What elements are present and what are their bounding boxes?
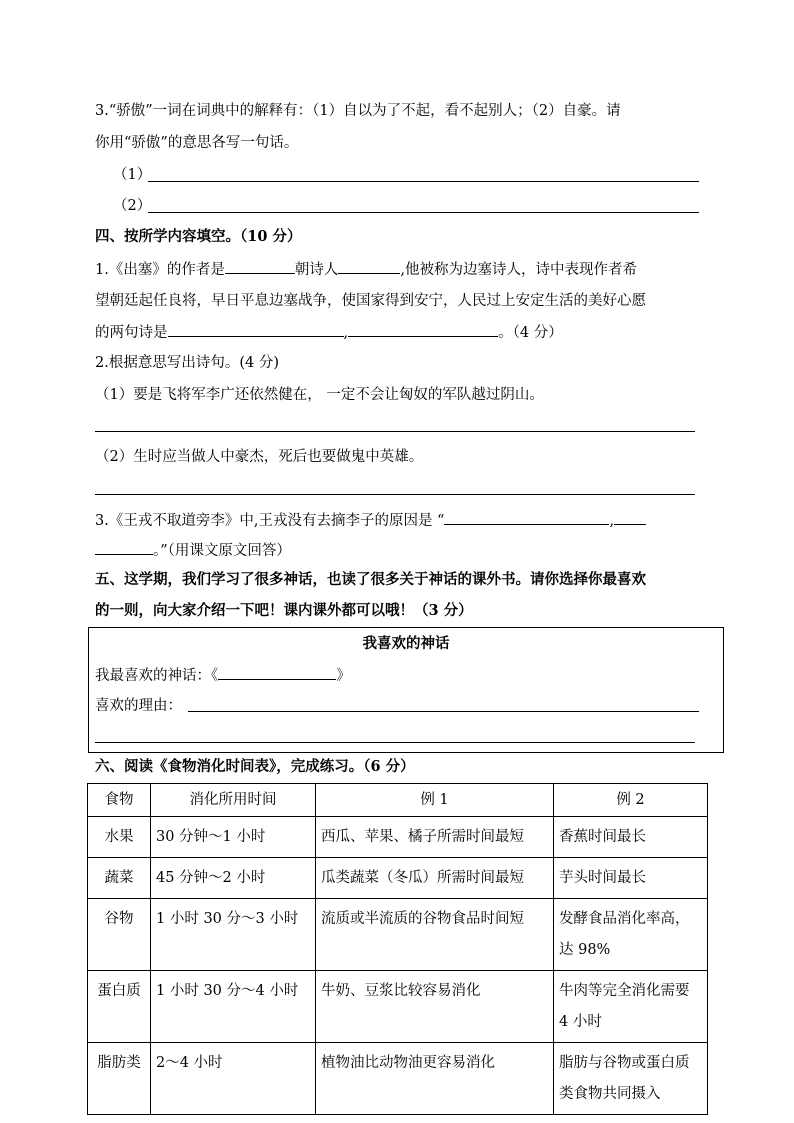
table-cell-example2: 牛肉等完全消化需要 4 小时	[554, 971, 708, 1043]
table-cell-example2: 发酵食品消化率高，达 98%	[554, 899, 708, 971]
s4-q1-blank-verse1[interactable]	[168, 322, 344, 337]
table-cell-example1: 牛奶、豆浆比较容易消化	[316, 971, 554, 1043]
s4-q3-text-b: 。”（用课文原文回答）	[153, 543, 291, 559]
table-cell-food: 蔬菜	[88, 858, 151, 899]
table-cell-example1: 西瓜、苹果、橘子所需时间最短	[316, 817, 554, 858]
q3-prompt-line1: 3.“骄傲”一词在词典中的解释有：（1）自以为了不起，看不起别人；（2）自豪。请	[95, 103, 621, 119]
table-header-time: 消化所用时间	[151, 784, 316, 817]
s4-q1-line1	[95, 259, 637, 280]
table-row	[88, 971, 708, 1043]
q3-prompt-line2: 你用“骄傲”的意思各写一句话。	[95, 135, 299, 151]
favorite-myth-box-title: 我喜欢的神话	[362, 635, 450, 652]
s4-q3-text-a: 3.《王戎不取道旁李》中,王戎没有去摘李子的原因是 “	[95, 513, 445, 529]
s4-q3-blank-2b[interactable]	[95, 540, 153, 555]
table-header-row	[88, 784, 708, 817]
s4-q1-line3	[95, 322, 563, 343]
s4-q1-line2: 望朝廷起任良将，早日平息边塞战争，使国家得到安宁，人民过上安定生活的美好心愿	[95, 293, 646, 309]
table-cell-example1: 流质或半流质的谷物食品时间短	[316, 899, 554, 971]
food-digestion-table	[87, 783, 708, 1115]
table-cell-time: 1 小时 30 分～4 小时	[151, 971, 316, 1043]
reason-label: 喜欢的理由：	[95, 698, 182, 714]
table-cell-example1: 瓜类蔬菜（冬瓜）所需时间最短	[316, 858, 554, 899]
table-cell-food: 蛋白质	[88, 971, 151, 1043]
s4-q1-text-b: 朝诗人	[294, 262, 339, 278]
table-cell-example1: 植物油比动物油更容易消化	[316, 1043, 554, 1115]
s4-q1-blank-dynasty[interactable]	[225, 259, 295, 274]
reason-answer-line-1[interactable]	[188, 711, 699, 712]
table-cell-time: 1 小时 30 分～3 小时	[151, 899, 316, 971]
table-row	[88, 817, 708, 858]
table-cell-time: 45 分钟～2 小时	[151, 858, 316, 899]
s4-q1-text-d: 的两句诗是	[95, 325, 168, 341]
table-header-example2: 例 2	[554, 784, 708, 817]
s4-q3-blank-2a[interactable]	[614, 510, 646, 525]
q3-answer-line-1[interactable]	[148, 181, 699, 182]
section4-heading: 四、按所学内容填空。（10 分）	[95, 228, 302, 245]
table-row	[88, 899, 708, 971]
s4-q2-title: 2.根据意思写出诗句。(4 分)	[95, 355, 279, 371]
table-header-food: 食物	[88, 784, 151, 817]
table-cell-food: 水果	[88, 817, 151, 858]
section6-heading: 六、阅读《食物消化时间表》，完成练习。（6 分）	[95, 758, 415, 775]
s4-q3-blank-1[interactable]	[444, 510, 609, 525]
table-cell-time: 30 分钟～1 小时	[151, 817, 316, 858]
q3-answer-line-2[interactable]	[148, 212, 699, 213]
favorite-myth-row	[95, 665, 351, 686]
table-cell-example2: 香蕉时间最长	[554, 817, 708, 858]
s4-q1-blank-verse2[interactable]	[348, 322, 498, 337]
q3-item2-label: （2）	[113, 198, 152, 214]
favorite-myth-label: 我最喜欢的神话：《	[95, 668, 219, 684]
s4-q2-answer-line-2[interactable]	[95, 494, 695, 495]
s4-q2-answer-line-1[interactable]	[95, 431, 695, 432]
s4-q3-comma: ,	[609, 513, 615, 529]
s4-q1-text-e: 。（4 分）	[498, 325, 563, 341]
s4-q1-comma: ,	[343, 325, 349, 341]
table-row	[88, 858, 708, 899]
table-header-example1: 例 1	[316, 784, 554, 817]
table-cell-food: 脂肪类	[88, 1043, 151, 1115]
s4-q1-blank-poet[interactable]	[338, 259, 400, 274]
q3-item1-label: （1）	[113, 167, 152, 183]
s4-q3-line1	[95, 510, 646, 531]
s4-q2-item1: （1）要是飞将军李广还依然健在， 一定不会让匈奴的军队越过阴山。	[95, 387, 544, 403]
s4-q3-line2	[95, 540, 291, 561]
section5-heading-line2: 的一则，向大家介绍一下吧！课内课外都可以哦！（3 分）	[95, 602, 473, 619]
table-cell-time: 2～4 小时	[151, 1043, 316, 1115]
table-cell-example2: 脂肪与谷物或蛋白质类食物共同摄入	[554, 1043, 708, 1115]
table-cell-food: 谷物	[88, 899, 151, 971]
reason-answer-line-2[interactable]	[95, 742, 695, 743]
favorite-myth-close: 》	[336, 668, 351, 684]
s4-q1-text-c: ,他被称为边塞诗人，诗中表现作者希	[400, 262, 637, 278]
table-cell-example2: 芋头时间最长	[554, 858, 708, 899]
table-row	[88, 1043, 708, 1115]
section5-heading-line1: 五、这学期，我们学习了很多神话，也读了很多关于神话的课外书。请你选择你最喜欢	[95, 571, 646, 588]
s4-q2-item2: （2）生时应当做人中豪杰，死后也要做鬼中英雄。	[95, 449, 424, 465]
favorite-myth-input[interactable]	[218, 665, 336, 680]
s4-q1-text-a: 1.《出塞》的作者是	[95, 262, 225, 278]
